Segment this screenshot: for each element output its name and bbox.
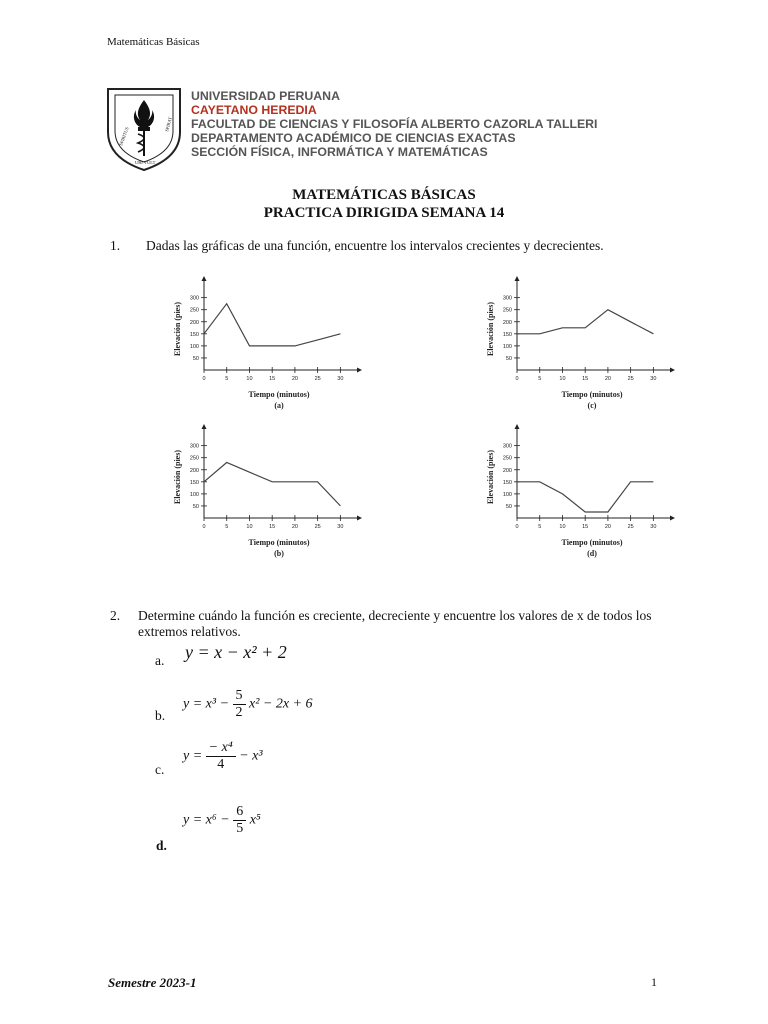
x-tick-label: 10 <box>559 524 566 530</box>
x-tick-label: 25 <box>627 376 634 382</box>
series-line <box>204 304 340 346</box>
q1-number: 1. <box>110 238 121 253</box>
running-header: Matemáticas Básicas <box>107 36 200 48</box>
institution-block <box>191 89 597 159</box>
q2-b-numerator: 5 <box>233 688 246 705</box>
y-tick-label: 200 <box>502 467 512 474</box>
q2-b-label: b. <box>155 708 166 723</box>
q2-text: Determine cuándo la función es creciente, decreciente y encuentre los valores de x de todos los extremos relativos. <box>138 608 652 639</box>
y-tick-label: 200 <box>502 319 512 326</box>
q2-d-rhs: x⁵ <box>249 812 261 828</box>
y-tick-label: 250 <box>502 307 512 314</box>
x-axis-arrow-icon <box>357 368 362 373</box>
page-number: 1 <box>651 975 657 989</box>
y-tick-label: 150 <box>189 479 199 486</box>
q2-c-numerator: − x⁴ <box>206 740 236 757</box>
q2-b-rhs: x² − 2x + 6 <box>249 696 313 712</box>
chart-b <box>168 428 368 583</box>
y-tick-label: 250 <box>189 455 199 462</box>
y-axis-arrow-icon <box>515 276 520 281</box>
institution-line-5: SECCIÓN FÍSICA, INFORMÁTICA Y MATEMÁTICAS <box>191 145 488 159</box>
q2-d-label: d. <box>156 838 167 853</box>
y-axis-label: Elevación (pies) <box>486 302 495 356</box>
x-tick-label: 30 <box>337 376 344 382</box>
y-axis-label: Elevación (pies) <box>173 450 182 504</box>
svg-text:SPIRAT: SPIRAT <box>164 116 173 133</box>
y-tick-label: 100 <box>189 491 199 498</box>
x-tick-label: 30 <box>337 524 344 530</box>
series-line <box>517 482 653 512</box>
y-axis-label: Elevación (pies) <box>173 302 182 356</box>
x-tick-label: 15 <box>582 376 589 382</box>
q2-d-lhs: y = x⁶ − <box>183 812 230 828</box>
q2-d-denominator: 5 <box>236 821 244 836</box>
chart-a <box>168 280 368 435</box>
q2-c-expression <box>183 740 263 773</box>
x-tick-label: 5 <box>538 376 542 382</box>
q2-b-expression <box>183 688 313 721</box>
x-axis-label: Tiempo (minutos) <box>248 390 310 399</box>
x-tick-label: 15 <box>269 524 276 530</box>
y-tick-label: 50 <box>505 503 512 510</box>
x-tick-label: 25 <box>314 376 321 382</box>
x-tick-label: 0 <box>202 524 206 530</box>
x-tick-label: 25 <box>627 524 634 530</box>
chart-caption: (c) <box>587 401 597 410</box>
y-axis-label: Elevación (pies) <box>486 450 495 504</box>
x-tick-label: 0 <box>202 376 206 382</box>
x-tick-label: 20 <box>604 524 611 530</box>
q2-a-label: a. <box>155 653 165 668</box>
institution-line-1: UNIVERSIDAD PERUANA <box>191 89 340 103</box>
x-tick-label: 5 <box>538 524 542 530</box>
x-tick-label: 30 <box>650 524 657 530</box>
y-tick-label: 300 <box>502 443 512 450</box>
series-line <box>204 463 340 506</box>
x-tick-label: 20 <box>291 524 298 530</box>
x-tick-label: 20 <box>291 376 298 382</box>
x-tick-label: 0 <box>515 524 519 530</box>
chart-d <box>481 428 681 583</box>
x-tick-label: 15 <box>582 524 589 530</box>
q2-number: 2. <box>110 608 121 623</box>
document-title <box>0 186 768 222</box>
y-tick-label: 300 <box>189 443 199 450</box>
x-axis-label: Tiempo (minutos) <box>561 390 623 399</box>
x-tick-label: 0 <box>515 376 519 382</box>
y-tick-label: 300 <box>502 295 512 302</box>
y-tick-label: 150 <box>502 479 512 486</box>
chart-caption: (d) <box>587 549 597 558</box>
y-tick-label: 50 <box>505 355 512 362</box>
series-line <box>517 310 653 334</box>
x-tick-label: 20 <box>604 376 611 382</box>
x-axis-label: Tiempo (minutos) <box>248 538 310 547</box>
y-tick-label: 150 <box>189 331 199 338</box>
institution-line-3: FACULTAD DE CIENCIAS Y FILOSOFÍA ALBERTO CAZORLA TALLERI <box>191 117 598 131</box>
y-tick-label: 100 <box>502 491 512 498</box>
x-axis-arrow-icon <box>357 516 362 521</box>
q2-c-denominator: 4 <box>217 757 225 772</box>
q2-c-label: c. <box>155 762 165 777</box>
title-line-1: MATEMÁTICAS BÁSICAS <box>292 187 476 203</box>
q2-c-rhs: − x³ <box>239 748 263 764</box>
y-tick-label: 100 <box>502 343 512 350</box>
institution-line-4: DEPARTAMENTO ACADÉMICO DE CIENCIAS EXACTAS <box>191 131 516 145</box>
q2-a-expression: y = x − x² + 2 <box>185 642 287 662</box>
q1-text: Dadas las gráficas de una función, encuentre los intervalos crecientes y decrecientes. <box>146 238 604 253</box>
x-axis-arrow-icon <box>670 516 675 521</box>
x-tick-label: 15 <box>269 376 276 382</box>
q2-d-expression <box>183 804 261 837</box>
y-tick-label: 50 <box>192 355 199 362</box>
x-tick-label: 5 <box>225 376 229 382</box>
chart-c <box>481 280 681 435</box>
y-tick-label: 50 <box>192 503 199 510</box>
x-axis-arrow-icon <box>670 368 675 373</box>
svg-text:SPIRITUS: SPIRITUS <box>118 126 130 147</box>
x-axis-label: Tiempo (minutos) <box>561 538 623 547</box>
institution-line-2: CAYETANO HEREDIA <box>191 103 317 117</box>
university-seal <box>105 86 183 172</box>
y-tick-label: 250 <box>502 455 512 462</box>
q2-b-lhs: y = x³ − <box>183 696 230 712</box>
svg-text:UBI VULT: UBI VULT <box>135 160 156 165</box>
y-axis-arrow-icon <box>202 276 207 281</box>
y-tick-label: 250 <box>189 307 199 314</box>
y-tick-label: 150 <box>502 331 512 338</box>
footer-semester: Semestre 2023-1 <box>108 975 197 990</box>
chart-caption: (b) <box>274 549 284 558</box>
title-line-2: PRACTICA DIRIGIDA SEMANA 14 <box>263 205 505 221</box>
y-tick-label: 200 <box>189 467 199 474</box>
x-tick-label: 10 <box>559 376 566 382</box>
chart-caption: (a) <box>274 401 284 410</box>
x-tick-label: 25 <box>314 524 321 530</box>
x-tick-label: 30 <box>650 376 657 382</box>
y-tick-label: 300 <box>189 295 199 302</box>
x-tick-label: 10 <box>246 524 253 530</box>
q2-d-numerator: 6 <box>233 804 246 821</box>
x-tick-label: 10 <box>246 376 253 382</box>
y-tick-label: 200 <box>189 319 199 326</box>
x-tick-label: 5 <box>225 524 229 530</box>
y-tick-label: 100 <box>189 343 199 350</box>
q2-c-lhs: y = <box>183 748 203 764</box>
q2-b-denominator: 2 <box>235 705 243 720</box>
